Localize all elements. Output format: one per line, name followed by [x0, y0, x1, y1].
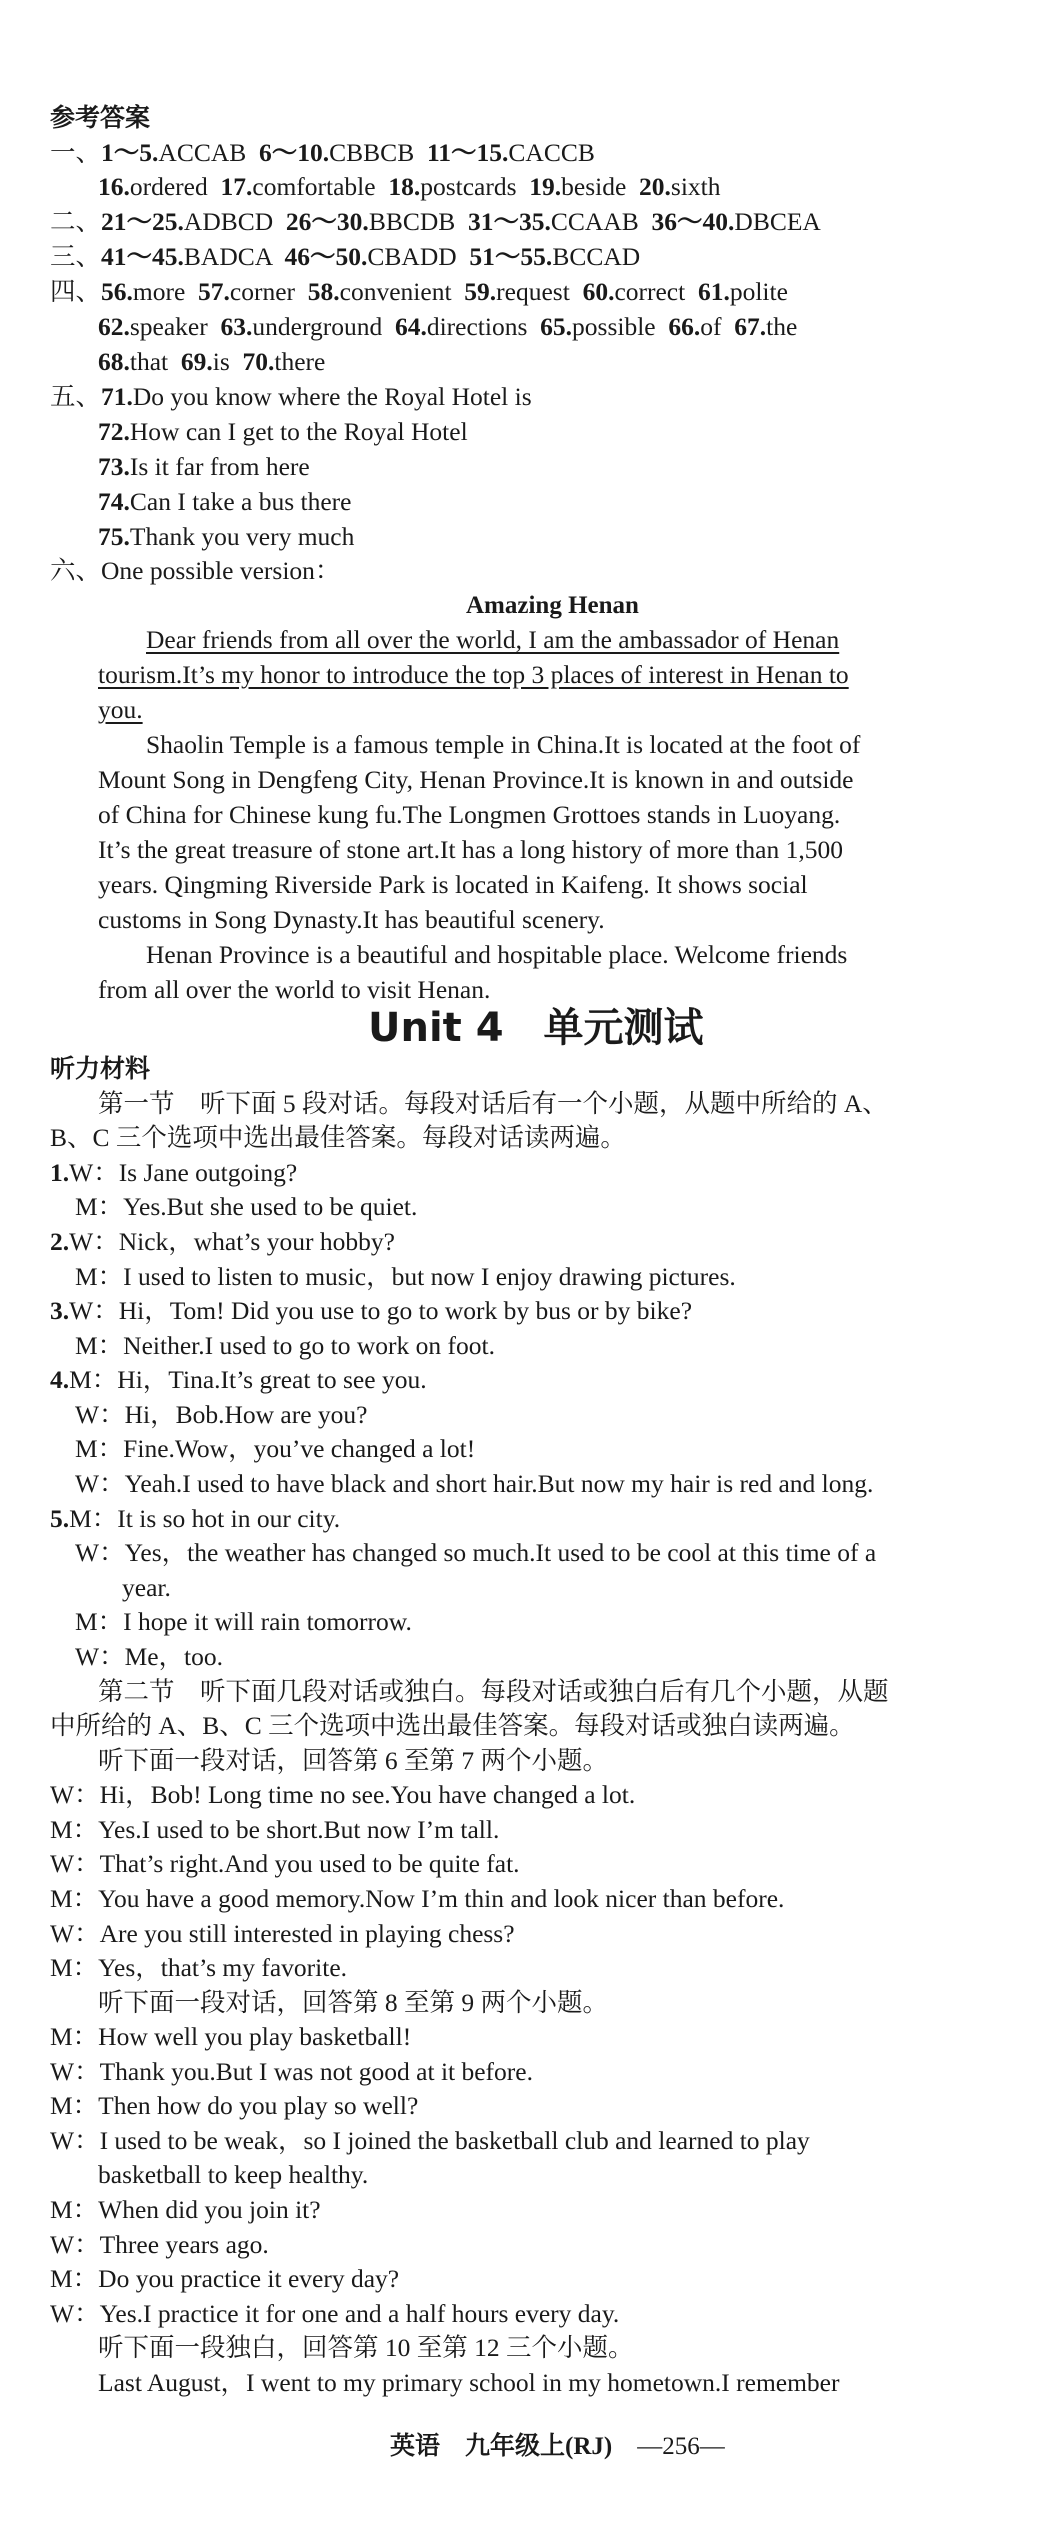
answer-text: CCAAB [550, 207, 652, 236]
dialogue-line: M：I hope it will rain tomorrow. [75, 1607, 412, 1636]
answer-line [98, 450, 310, 484]
question-number: 19. [529, 172, 562, 201]
question-number: 4. [50, 1365, 70, 1394]
dialogue-line [50, 1156, 297, 1190]
question-number: 68. [98, 347, 130, 376]
answer-line [98, 485, 352, 519]
answer-line [98, 170, 721, 204]
answer-text: polite [729, 277, 788, 306]
dialogue-line [50, 1502, 340, 1536]
answer-text: there [274, 347, 326, 376]
question-number: 18. [388, 172, 421, 201]
essay-line: Mount Song in Dengfeng City, Henan Province.It is known in and outside [98, 765, 854, 794]
dialogue-line: M：I used to listen to music，but now I enjoy drawing pictures. [75, 1262, 736, 1291]
answer-text: is [212, 347, 243, 376]
question-number: 59. [464, 277, 497, 306]
question-number: 73. [98, 452, 130, 481]
answer-text: Can I take a bus there [129, 487, 352, 516]
answer-text: comfortable [252, 172, 389, 201]
question-number: 16. [98, 172, 130, 201]
question-number: 64. [394, 312, 427, 341]
dialogue-line: M：Do you practice it every day? [50, 2264, 400, 2293]
page-number: —256— [637, 2433, 725, 2460]
essay-line: It’s the great treasure of stone art.It has a long history of more than 1,500 [98, 835, 843, 864]
answer-text: Thank you very much [129, 522, 355, 551]
dialogue-line: W：Yes.I practice it for one and a half hours every day. [50, 2299, 620, 2328]
question-number: 20. [639, 172, 671, 201]
answer-text: of [700, 312, 735, 341]
essay-line: of China for Chinese kung fu.The Longmen Grottoes stands in Luoyang. [98, 800, 841, 829]
question-range: 46～50. [284, 242, 368, 271]
section-marker: 一、 [50, 138, 102, 167]
answer-line [50, 554, 340, 588]
dialogue-line: W：Me，too. [75, 1642, 224, 1671]
answer-text: CBADD [367, 242, 470, 271]
question-number: 72. [98, 417, 130, 446]
essay-line: customs in Song Dynasty.It has beautiful scenery. [98, 905, 605, 934]
monologue-line: Last August，I went to my primary school in my hometown.I remember [98, 2368, 840, 2397]
answers-heading: 参考答案 [50, 103, 151, 132]
question-number: 66. [668, 312, 701, 341]
answer-text: the [766, 312, 798, 341]
question-number: 3. [50, 1296, 70, 1325]
question-range: 11～15. [426, 138, 509, 167]
section-marker: 五、 [50, 382, 102, 411]
essay-title: Amazing Henan [466, 592, 639, 619]
answer-text: How can I get to the Royal Hotel [129, 417, 468, 446]
dialogue-text: W：Is Jane outgoing? [69, 1158, 298, 1187]
question-number: 75. [98, 522, 130, 551]
dialogue-line: W：Thank you.But I was not good at it before. [50, 2057, 533, 2086]
dialogue-line: M：Yes.I used to be short.But now I’m tall. [50, 1815, 500, 1844]
answer-text: Do you know where the Royal Hotel is [132, 382, 532, 411]
dialogue-line: W：That’s right.And you used to be quite fat. [50, 1849, 520, 1878]
answer-line [98, 520, 354, 554]
dialogue-line: W：I used to be weak，so I joined the basketball club and learned to play [50, 2126, 810, 2155]
essay-line: Dear friends from all over the world, I am the ambassador of Henan [146, 625, 840, 654]
dialogue-line: M：Then how do you play so well? [50, 2091, 419, 2120]
answer-text: correct [614, 277, 698, 306]
answer-text: that [129, 347, 181, 376]
question-range: 1～5. [101, 138, 159, 167]
answer-text: CBBCB [329, 138, 427, 167]
answer-text: underground [252, 312, 395, 341]
question-number: 2. [50, 1227, 70, 1256]
answer-text: convenient [339, 277, 465, 306]
answer-text: directions [426, 312, 541, 341]
section-marker: 三、 [50, 242, 102, 271]
answer-text: BBCDB [368, 207, 469, 236]
page-footer [390, 2430, 725, 2464]
sub-instruction: 听下面一段对话，回答第 6 至第 7 两个小题。 [98, 1746, 609, 1775]
dialogue-line: M：You have a good memory.Now I’m thin and look nicer than before. [50, 1884, 785, 1913]
dialogue-text: M：It is so hot in our city. [69, 1504, 341, 1533]
question-number: 17. [220, 172, 253, 201]
question-number: 74. [98, 487, 130, 516]
dialogue-line: M：Yes.But she used to be quiet. [75, 1192, 418, 1221]
section-marker: 四、 [50, 277, 102, 306]
essay-line: from all over the world to visit Henan. [98, 975, 491, 1004]
answer-line [98, 310, 797, 344]
question-number: 67. [734, 312, 767, 341]
sub-instruction: 听下面一段对话，回答第 8 至第 9 两个小题。 [98, 1988, 609, 2017]
dialogue-line: M：Neither.I used to go to work on foot. [75, 1331, 495, 1360]
dialogue-line: M：How well you play basketball! [50, 2022, 412, 2051]
answer-text: ordered [129, 172, 221, 201]
answer-text: CACCB [508, 138, 595, 167]
dialogue-line: M：Yes，that’s my favorite. [50, 1953, 348, 1982]
question-number: 60. [582, 277, 615, 306]
footer-subject: 英语 九年级上(RJ) [390, 2433, 613, 2460]
answer-text: beside [561, 172, 640, 201]
sub-instruction: 听下面一段独白，回答第 10 至第 12 三个小题。 [98, 2333, 634, 2362]
dialogue-line: year. [122, 1573, 171, 1602]
unit-title: Unit 4 单元测试 [368, 1005, 704, 1051]
answer-line [50, 136, 595, 170]
answer-text: BCCAD [552, 242, 641, 271]
answer-line [50, 205, 821, 239]
answer-text: ACCAB [158, 138, 260, 167]
question-number: 58. [307, 277, 340, 306]
answer-text: ADBCD [183, 207, 286, 236]
answer-text: sixth [670, 172, 721, 201]
section-marker: 二、 [50, 207, 102, 236]
answer-text: postcards [420, 172, 530, 201]
question-number: 71. [101, 382, 133, 411]
section-marker: 六、 [50, 556, 102, 585]
question-number: 70. [242, 347, 275, 376]
section-instruction: 第一节 听下面 5 段对话。每段对话后有一个小题，从题中所给的 A、 [98, 1089, 888, 1118]
answer-text: Is it far from here [129, 452, 310, 481]
listening-heading: 听力材料 [50, 1054, 151, 1083]
question-range: 31～35. [468, 207, 551, 236]
dialogue-line [50, 1294, 692, 1328]
question-number: 57. [198, 277, 230, 306]
dialogue-text: M：Hi，Tina.It’s great to see you. [69, 1365, 427, 1394]
dialogue-line: W：Yes，the weather has changed so much.It used to be cool at this time of a [75, 1538, 877, 1567]
essay-line: Shaolin Temple is a famous temple in China.It is located at the foot of [146, 730, 861, 759]
answer-text: more [132, 277, 199, 306]
answer-text: BADCA [183, 242, 285, 271]
section-instruction: 第二节 听下面几段对话或独白。每段对话或独白后有几个小题，从题 [98, 1677, 889, 1706]
dialogue-line: M：Fine.Wow，you’ve changed a lot! [75, 1434, 476, 1463]
question-range: 6～10. [259, 138, 330, 167]
question-range: 36～40. [651, 207, 735, 236]
question-number: 5. [50, 1504, 70, 1533]
question-range: 26～30. [285, 207, 369, 236]
answer-line [50, 240, 640, 274]
dialogue-line: W：Three years ago. [50, 2230, 269, 2259]
dialogue-line: W：Hi，Bob.How are you? [75, 1400, 368, 1429]
answer-line [50, 380, 532, 414]
answer-line [98, 345, 325, 379]
question-range: 21～25. [101, 207, 184, 236]
answer-text: corner [229, 277, 308, 306]
essay-line: you. [98, 695, 143, 724]
question-number: 61. [697, 277, 730, 306]
section-instruction: B、C 三个选项中选出最佳答案。每段对话读两遍。 [50, 1123, 626, 1152]
dialogue-line: basketball to keep healthy. [98, 2160, 369, 2189]
dialogue-line [50, 1363, 427, 1397]
section-instruction: 中所给的 A、B、C 三个选项中选出最佳答案。每段对话或独白读两遍。 [50, 1711, 855, 1740]
answer-text: possible [572, 312, 669, 341]
dialogue-line: W：Hi，Bob! Long time no see.You have changed a lot. [50, 1780, 636, 1809]
essay-line: Henan Province is a beautiful and hospitable place. Welcome friends [146, 940, 848, 969]
question-number: 65. [540, 312, 573, 341]
answer-line [50, 275, 788, 309]
essay-line: years. Qingming Riverside Park is located in Kaifeng. It shows social [98, 870, 808, 899]
question-range: 51～55. [469, 242, 553, 271]
answer-text: request [496, 277, 583, 306]
question-number: 69. [180, 347, 213, 376]
dialogue-text: W：Hi，Tom! Did you use to go to work by bus or by bike? [69, 1296, 693, 1325]
answer-line [98, 415, 468, 449]
question-number: 63. [220, 312, 253, 341]
dialogue-line: W：Are you still interested in playing chess? [50, 1919, 515, 1948]
dialogue-line: W：Yeah.I used to have black and short hair.But now my hair is red and long. [75, 1469, 874, 1498]
dialogue-text: W：Nick，what’s your hobby? [69, 1227, 395, 1256]
answer-text: DBCEA [734, 207, 821, 236]
dialogue-line: M：When did you join it? [50, 2195, 321, 2224]
question-number: 1. [50, 1158, 70, 1187]
answer-text: One possible version： [101, 556, 341, 585]
dialogue-line [50, 1225, 395, 1259]
question-range: 41～45. [101, 242, 184, 271]
essay-line: tourism.It’s my honor to introduce the top 3 places of interest in Henan to [98, 660, 849, 689]
answer-text: speaker [129, 312, 221, 341]
question-number: 56. [101, 277, 133, 306]
question-number: 62. [98, 312, 130, 341]
